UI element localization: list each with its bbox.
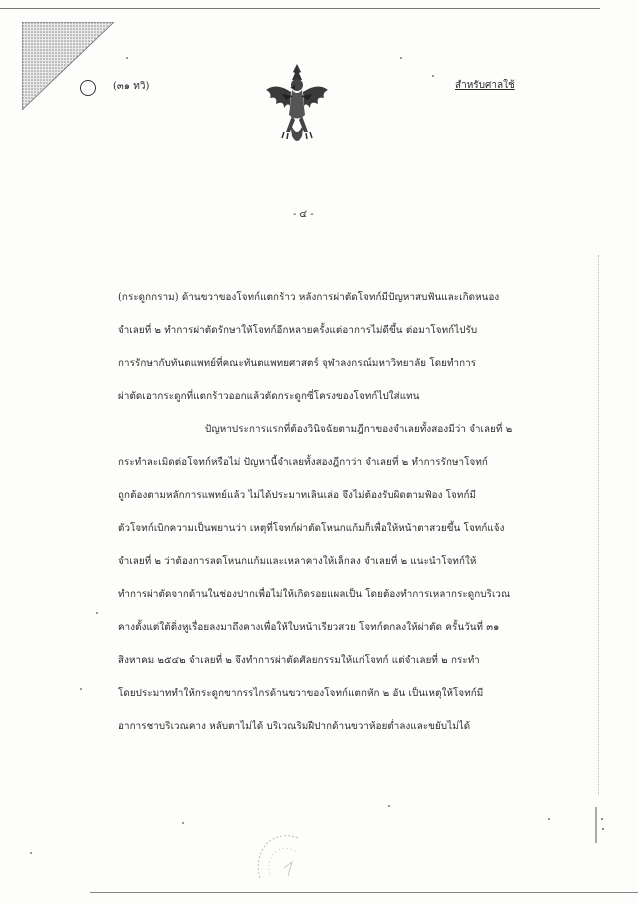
scan-speck (30, 852, 32, 854)
body-line: อาการชาบริเวณคาง หลับตาไม่ได้ บริเวณริมฝีปากด้านขวาห้อยต่ำลงและขยับไม่ได้ (118, 721, 471, 732)
body-line: ทำการผ่าตัดจากด้านในช่องปากเพื่อไม่ให้เกิดรอยแผลเป็น โดยต้องทำการเหลากระดูกบริเวณ (118, 589, 511, 600)
right-margin-line (598, 255, 599, 795)
punch-hole-circle (80, 80, 96, 96)
scan-speck (126, 57, 128, 59)
body-line: สิงหาคม ๒๕๔๒ จำเลยที่ ๒ จึงทำการผ่าตัดศัลยกรรมให้แก่โจทก์ แต่จำเลยที่ ๒ กระทำ (118, 655, 480, 666)
court-use-label: สำหรับศาลใช้ (455, 80, 515, 91)
faint-stamp (248, 828, 318, 890)
page-number: - ๔ - (293, 209, 314, 220)
scan-speck (548, 818, 550, 820)
body-line: (กระดูกกราม) ด้านขวาของโจทก์แตกร้าว หลังการผ่าตัดโจทก์มีปัญหาสบฟันและเกิดหนอง (118, 292, 500, 303)
body-line: กระทำละเมิดต่อโจทก์หรือไม่ ปัญหานี้จำเลยทั้งสองฎีกาว่า จำเลยที่ ๒ ทำการรักษาโจทก์ (118, 457, 488, 468)
scan-speck (96, 612, 98, 614)
body-line: จำเลยที่ ๒ ทำการผ่าตัดรักษาให้โจทก์อีกหลายครั้งแต่อาการไม่ดีขึ้น ต่อมาโจทก์ไปรับ (118, 325, 478, 336)
body-line: การรักษากับทันตแพทย์ที่คณะทันตแพทยศาสตร์ จุฬาลงกรณ์มหาวิทยาลัย โดยทำการ (118, 358, 477, 369)
scan-speck (400, 57, 402, 59)
scan-corner-shadow (22, 22, 114, 110)
body-line: โดยประมาททำให้กระดูกขากรรไกรด้านขวาของโจทก์แตกหัก ๒ อัน เป็นเหตุให้โจทก์มี (118, 688, 484, 699)
margin-mark (594, 805, 608, 845)
body-line: ถูกต้องตามหลักการแพทย์แล้ว ไม่ได้ประมาทเลินเล่อ จึงไม่ต้องรับผิดตามฟ้อง โจทก์มี (118, 490, 477, 501)
body-line: จำเลยที่ ๒ ว่าต้องการลดโหนกแก้มและเหลาคางให้เล็กลง จำเลยที่ ๒ แนะนำโจทก์ให้ (118, 556, 477, 567)
body-line: คางตั้งแต่ใต้ติ่งหูเรื่อยลงมาถึงคางเพื่อให้ใบหน้าเรียวสวย โจทก์ตกลงให้ผ่าตัด ครั้นวันที่ ๓๑ (118, 622, 500, 633)
top-rule (0, 8, 600, 9)
body-line-indented: ปัญหาประการแรกที่ต้องวินิจฉัยตามฎีกาของจำเลยทั้งสองมีว่า จำเลยที่ ๒ (205, 424, 513, 435)
body-line: ผ่าตัดเอากระดูกที่แตกร้าวออกแล้วตัดกระดูกซี่โครงของโจทก์ไปใส่แทน (118, 391, 420, 402)
scan-speck (432, 75, 434, 77)
form-code: (๓๑ ทวิ) (113, 81, 150, 92)
bottom-rule (90, 892, 638, 893)
scan-speck (80, 688, 82, 690)
body-line: ตัวโจทก์เบิกความเป็นพยานว่า เหตุที่โจทก์ผ่าตัดโหนกแก้มก็เพื่อให้หน้าตาสวยขึ้น โจทก์แจ้ง (118, 523, 505, 534)
scan-speck (388, 805, 390, 807)
garuda-emblem-icon (262, 60, 332, 150)
scan-speck (182, 822, 184, 824)
